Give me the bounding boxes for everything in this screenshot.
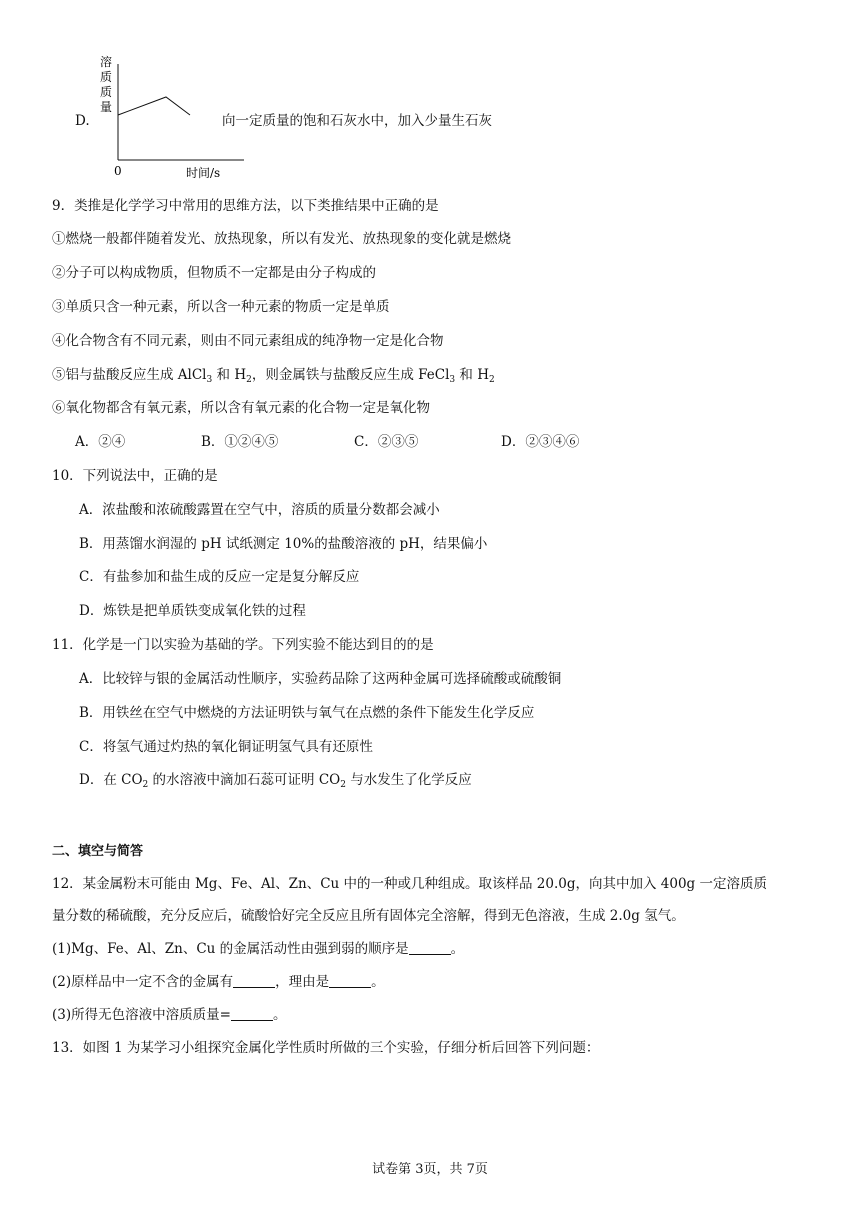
answer-blank [233,973,275,988]
q9-stem: 9．类推是化学学习中常用的思维方法，以下类推结果中正确的是 [52,198,439,214]
chart-series-line [118,97,190,115]
section-title: 二、填空与简答 [52,844,144,859]
q8d-label: D. [75,113,90,129]
answer-blank [409,940,451,955]
q10-option-d: D．炼铁是把单质铁变成氧化铁的过程 [79,603,306,619]
q9-option-c: C．②③⑤ [354,434,419,450]
q9-statement-1: ①燃烧一般都伴随着发光、放热现象，所以有发光、放热现象的变化就是燃烧 [52,231,511,247]
q12-part-2: (2)原样品中一定不含的金属有 ，理由是 。 [52,974,385,990]
origin-label: 0 [114,164,122,178]
q9-statement-5: ⑤铝与盐酸反应生成 AlCl$_3$ 和 $H_2$，则金属铁与盐酸反应生成 FeCl$_3$ 和 $H_2$ [52,367,495,385]
x-axis-label: 时间/s [186,166,221,180]
q9-statement-4: ④化合物含有不同元素，则由不同元素组成的纯净物一定是化合物 [52,333,444,349]
q9-statement-3: ③单质只含一种元素，所以含一种元素的物质一定是单质 [52,299,390,315]
q10-option-a: A．浓盐酸和浓硫酸露置在空气中，溶质的质量分数都会减小 [79,502,440,518]
q11-option-d: D．在 $CO_2$ 的水溶液中滴加石蕊可证明 $CO_2$ 与水发生了化学反应 [79,772,472,790]
q11-option-b: B．用铁丝在空气中燃烧的方法证明铁与氧气在点燃的条件下能发生化学反应 [79,705,535,721]
y-axis-label-4: 量 [100,100,113,114]
q10-option-b: B．用蒸馏水润湿的 pH 试纸测定 10%的盐酸溶液的 pH，结果偏小 [79,536,488,552]
q8d-text: 向一定质量的饱和石灰水中，加入少量生石灰 [222,113,492,129]
q11-option-a: A．比较锌与银的金属活动性顺序，实验药品除了这两种金属可选择硫酸或硫酸铜 [79,671,562,687]
q13-stem: 13．如图 1 为某学习小组探究金属化学性质时所做的三个实验，仔细分析后回答下列问题： [52,1040,600,1056]
q9-option-d: D．②③④⑥ [501,434,580,450]
q9-statement-6: ⑥氧化物都含有氧元素，所以含有氧元素的化合物一定是氧化物 [52,400,430,416]
page-footer: 试卷第 3页，共 7页 [372,1162,488,1177]
q11-stem: 11．化学是一门以实验为基础的学。下列实验不能达到目的的是 [52,637,434,653]
q9-option-b: B．①②④⑤ [201,434,279,450]
q11-option-c: C．将氢气通过灼热的氧化铜证明氢气具有还原性 [79,739,373,755]
q12-part-1: (1)Mg、Fe、Al、Zn、Cu 的金属活动性由强到弱的顺序是 。 [52,941,465,957]
q12-part-3: (3)所得无色溶液中溶质质量= 。 [52,1007,287,1023]
q12-line-1: 12．某金属粉末可能由 Mg、Fe、Al、Zn、Cu 中的一种或几种组成。取该样品 20.0g，向其中加入 400g 一定溶质质 [52,876,767,892]
answer-blank [329,973,371,988]
y-axis-label-3: 质 [100,85,113,99]
y-axis-label-1: 溶 [100,55,113,69]
q10-stem: 10．下列说法中，正确的是 [52,468,218,484]
q10-option-c: C．有盐参加和盐生成的反应一定是复分解反应 [79,569,360,585]
answer-blank [231,1006,273,1021]
q9-statement-2: ②分子可以构成物质，但物质不一定都是由分子构成的 [52,265,376,281]
q9-option-a: A．②④ [75,434,126,450]
q12-line-2: 量分数的稀硫酸，充分反应后，硫酸恰好完全反应且所有固体完全溶解，得到无色溶液，生成 2.0g 氢气。 [52,908,685,924]
y-axis-label-2: 质 [100,70,113,84]
